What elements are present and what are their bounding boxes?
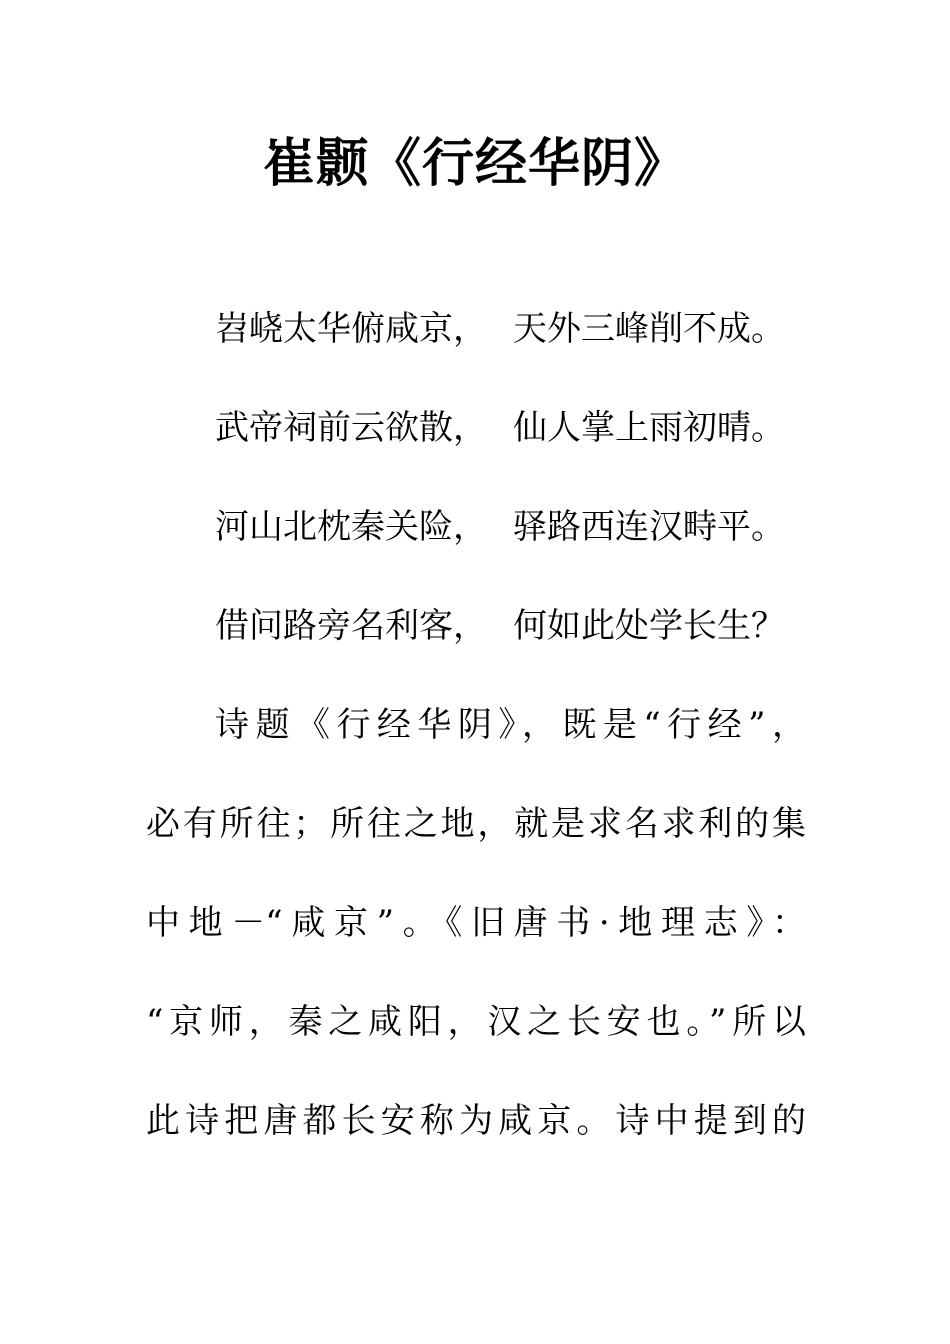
poem-line-1-first-half: 岧峣太华俯咸京， xyxy=(215,309,487,349)
document-title: 崔颢《行经华阴》 xyxy=(262,134,687,194)
poem-line-4-first-half: 借问路旁名利客， xyxy=(215,606,487,646)
poem-line-1 xyxy=(215,305,815,353)
commentary-line-1: 诗题《行经华阴》，既是“行经”， xyxy=(215,705,806,745)
commentary-line-2: 必有所往；所往之地，就是求名求利的集 xyxy=(146,804,806,844)
poem-line-3-first-half: 河山北枕秦关险， xyxy=(215,507,487,547)
commentary-line-4: “京师，秦之咸阳，汉之长安也。”所以 xyxy=(146,1002,806,1042)
poem-line-2 xyxy=(215,404,815,452)
poem-line-3-second-half: 驿路西连汉畤平。 xyxy=(513,507,785,547)
poem-line-1-second-half: 天外三峰削不成。 xyxy=(513,309,785,349)
poem-line-4-second-half: 何如此处学长生？ xyxy=(513,606,785,646)
commentary-line-5: 此诗把唐都长安称为咸京。诗中提到的 xyxy=(146,1101,806,1141)
poem-line-3 xyxy=(215,503,815,551)
commentary-line-3: 中地－“咸京”。《旧唐书·地理志》： xyxy=(146,903,806,943)
poem-line-2-first-half: 武帝祠前云欲散， xyxy=(215,408,487,448)
poem-line-4 xyxy=(215,602,815,650)
poem-line-2-second-half: 仙人掌上雨初晴。 xyxy=(513,408,785,448)
